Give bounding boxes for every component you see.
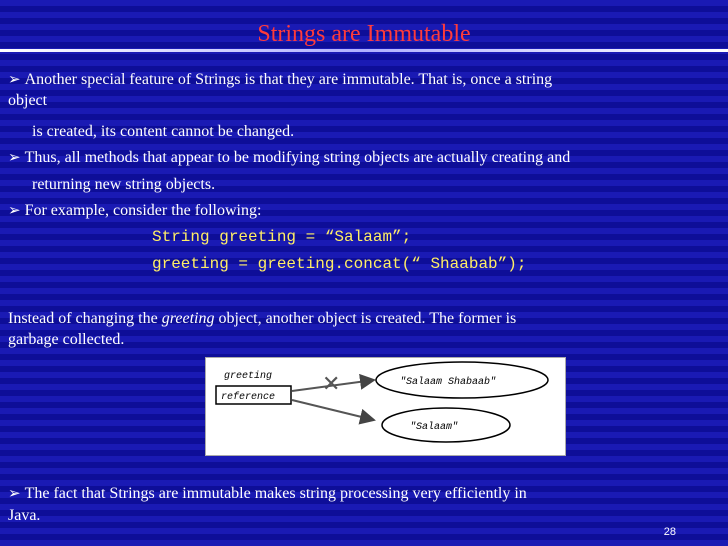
diagram-svg <box>206 358 565 455</box>
bullet-4 <box>8 483 527 505</box>
bullet-arrow-icon: ➢ <box>8 150 21 166</box>
bullet-3-text: For example, consider the following: <box>24 202 262 219</box>
bullet-2 <box>8 147 570 169</box>
bullet-1-cont: object <box>8 92 48 109</box>
cross-icon: ✕ <box>322 372 341 397</box>
immutability-diagram <box>205 357 566 456</box>
code-line-1: String greeting = “Salaam”; <box>152 228 412 246</box>
paragraph-cont: garbage collected. <box>8 331 125 348</box>
code-line-2: greeting = greeting.concat(“ Shaabab”); <box>152 255 527 273</box>
slide-title: Strings are Immutable <box>257 21 471 47</box>
bullet-1-text: Another special feature of Strings is that they are immutable. That is, once a string <box>24 71 553 88</box>
bullet-1-cont2: is created, its content cannot be changed. <box>32 123 295 140</box>
arrow-to-old <box>292 400 374 420</box>
bullet-arrow-icon: ➢ <box>8 486 21 502</box>
bullet-arrow-icon: ➢ <box>8 203 21 219</box>
paragraph-italic: greeting <box>161 310 215 327</box>
bullet-2-cont: returning new string objects. <box>32 176 216 193</box>
bullet-3 <box>8 200 261 222</box>
bullet-4-cont: Java. <box>8 507 41 524</box>
bullet-1 <box>8 69 552 91</box>
bullet-4-text: The fact that Strings are immutable makes string processing very efficiently in <box>24 485 527 502</box>
var-label: greeting <box>224 371 273 382</box>
reference-label: reference <box>221 392 276 403</box>
object-old-label: "Salaam" <box>410 422 459 433</box>
paragraph-suffix: object, another object is created. The former is <box>214 310 517 327</box>
paragraph-prefix: Instead of changing the <box>8 310 162 327</box>
object-new-label: "Salaam Shabaab" <box>400 377 497 388</box>
bullet-2-text: Thus, all methods that appear to be modifying string objects are actually creating and <box>24 149 571 166</box>
title-underline <box>0 49 728 52</box>
paragraph <box>8 308 516 329</box>
page-number: 28 <box>663 526 676 538</box>
bullet-arrow-icon: ➢ <box>8 72 21 88</box>
